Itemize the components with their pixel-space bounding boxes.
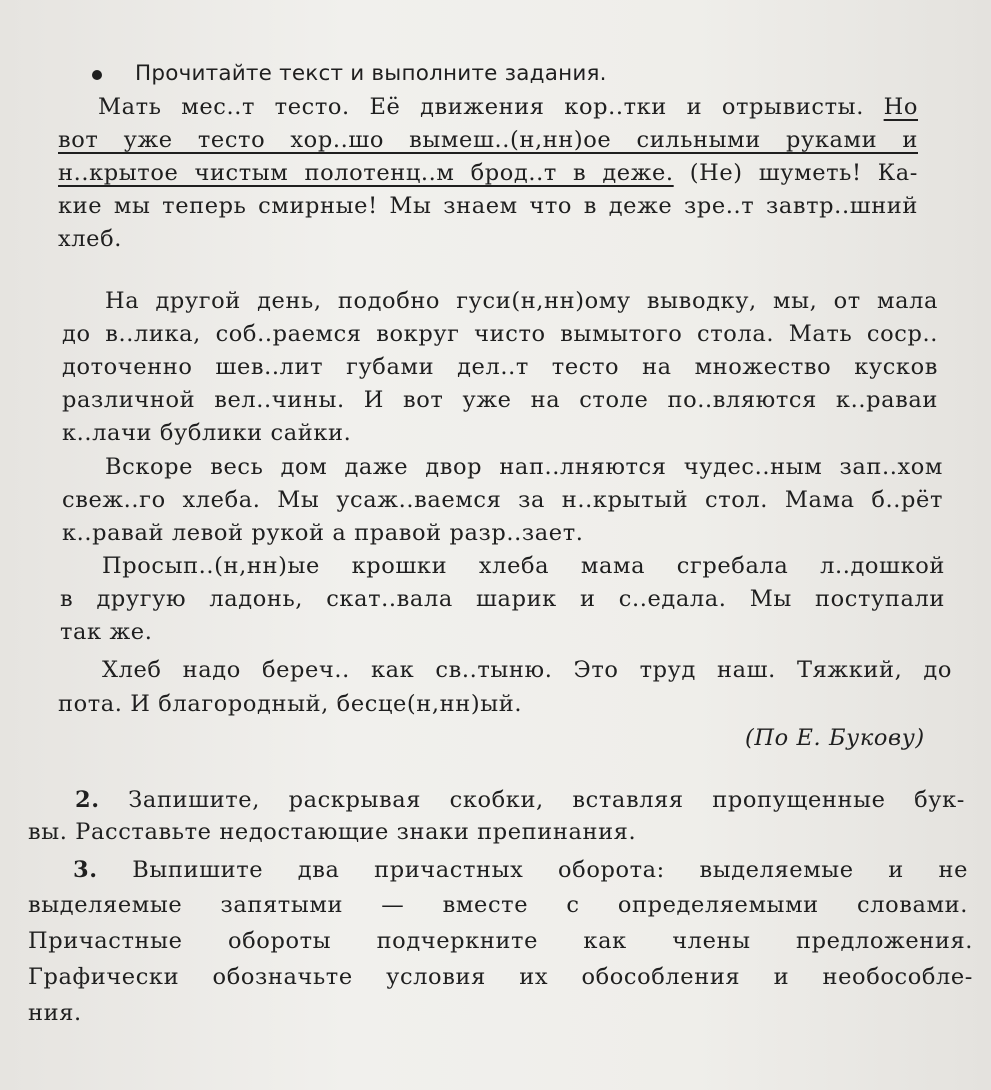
text-line-5: хлеб. [58, 226, 122, 252]
task3-line-3: Причастные обороты подчеркните как члены предложения. [28, 928, 973, 954]
task3-line-1: 3. Выпишите два причастных оборота: выделяемые и не [73, 857, 968, 883]
attribution: (По Е. Букову) [745, 725, 925, 751]
text-line-15: в другую ладонь, скат..вала шарик и с..едала. Мы поступали [60, 586, 945, 612]
text-line-6: На другой день, подобно гуси(н,нн)ому выводку, мы, от мала [105, 288, 938, 314]
text-line-16: так же. [60, 619, 153, 645]
task2-line-2: вы. Расставьте недостающие знаки препинания. [28, 819, 637, 845]
text-line-14: Просып..(н,нн)ые крошки хлеба мама сгребала л..дошкой [102, 553, 945, 579]
text-line-8: доточенно шев..лит губами дел..т тесто на множество кусков [62, 354, 938, 380]
text-line-7: до в..лика, соб..раемся вокруг чисто вымытого стола. Мать соср.. [62, 321, 938, 347]
task3-line-5: ния. [28, 1000, 82, 1026]
text-line-18: пота. И благородный, бесце(н,нн)ый. [58, 691, 523, 717]
bullet-icon [92, 70, 102, 80]
text-line-11: Вскоре весь дом даже двор нап..лняются чудес..ным зап..хом [105, 454, 943, 480]
task3-line-4: Графически обозначьте условия их обособления и необособле- [28, 964, 973, 990]
text-line-17: Хлеб надо береч.. как св..тыню. Это труд наш. Тяжкий, до [102, 657, 952, 683]
text-line-10: к..лачи бублики сайки. [62, 420, 352, 446]
text-line-4: кие мы теперь смирные! Мы знаем что в деже зре..т завтр..шний [58, 193, 918, 219]
text-line-2: вот уже тесто хор..шо вымеш..(н,нн)ое сильными руками и [58, 127, 918, 153]
task3-line-2: выделяемые запятыми — вместе с определяемыми словами. [28, 892, 968, 918]
instruction-text: Прочитайте текст и выполните задания. [135, 61, 607, 86]
text-line-13: к..равай левой рукой а правой разр..зает. [62, 520, 584, 546]
task2-line-1: 2. Запишите, раскрывая скобки, вставляя пропущенные бук- [75, 787, 965, 813]
text-line-9: различной вел..чины. И вот уже на столе по..вляются к..раваи [62, 387, 938, 413]
text-line-12: свеж..го хлеба. Мы усаж..ваемся за н..крытый стол. Мама б..рёт [62, 487, 943, 513]
text-line-1: Мать мес..т тесто. Её движения кор..тки и отрывисты. Но [98, 94, 918, 120]
text-line-3: н..крытое чистым полотенц..м брод..т в деже. (Не) шуметь! Ка- [58, 160, 918, 186]
